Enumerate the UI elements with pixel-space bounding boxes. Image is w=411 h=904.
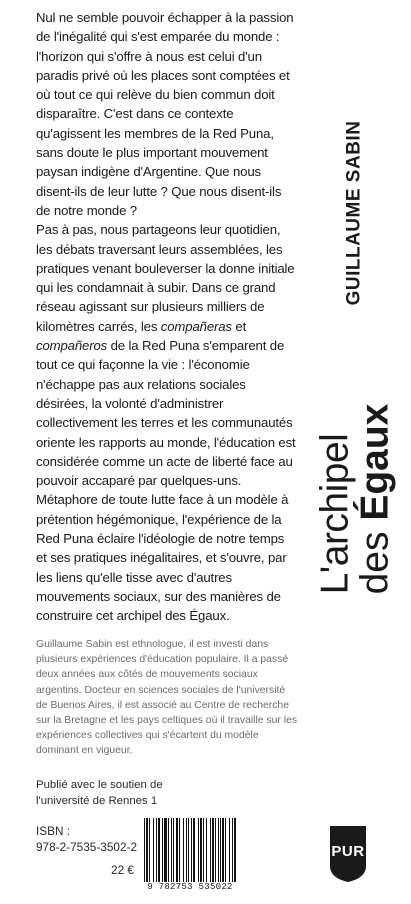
support-notice — [36, 777, 298, 809]
barcode-bar — [225, 818, 226, 882]
barcode-bar — [162, 818, 163, 882]
barcode-bar — [168, 818, 169, 882]
book-title — [315, 404, 395, 595]
title-des: des — [353, 520, 397, 595]
barcode-bar — [183, 818, 184, 882]
barcode-bar — [171, 818, 172, 882]
barcode-bar — [193, 818, 195, 882]
blurb-p2-part-b: et — [231, 318, 247, 334]
author-name-vertical — [337, 87, 372, 339]
blurb-companeras: compañeras — [160, 318, 232, 334]
blurb-paragraph-3: Métaphore de toute lutte face à un modèle à prétention hégémonique, l'expérience de la Red Puna éclaire l'idéologie de notre temps et ses pratiques inégalitaires, et s'ouvre, par les liens qu'elle tisse avec d'autres mouvements sociaux, sur des manières de construire cet archipel des Égaux. — [36, 492, 289, 624]
barcode-bar — [179, 818, 180, 882]
barcode-bar — [186, 818, 187, 882]
blurb-paragraph-1: Nul ne semble pouvoir échapper à la passion de l'inégalité qui s'est emparée du monde : l'horizon qui s'offre à nous est celui d'un paradis privé où les places sont comptées et où tout ce qui relève du bien commun doit disparaître. C'est dans ce contexte qu'agissent les membres de la Red Puna, sans doute le plus important mouvement paysan indigène d'Argentine. Que nous disent-ils de leur lutte ? Que nous disent-ils de notre monde ? — [36, 10, 294, 218]
title-line-2 — [355, 404, 395, 595]
barcode — [141, 818, 239, 892]
isbn-number: 978-2-7535-3502-2 — [36, 840, 138, 854]
isbn-block — [36, 823, 137, 878]
publisher-logo — [326, 826, 370, 882]
barcode-bar — [206, 818, 207, 882]
barcode-bar — [146, 818, 148, 882]
barcode-bar — [220, 818, 221, 882]
blurb-p2-part-c: de la Red Puna s'emparent de tout ce qui façonne la vie : l'économie n'échappe pas aux relations sociales désirées, la volonté d'administrer collectivement les terres et les communautés oriente les rapports au monde, l'éducation est considérée comme un acte de liberté face au pouvoir accaparé par quelques-uns. — [36, 338, 296, 489]
barcode-bar — [203, 818, 204, 882]
blurb-companeros: compañeros — [36, 338, 108, 354]
barcode-bar — [149, 818, 150, 882]
barcode-bar — [188, 818, 189, 882]
title-line-1: L'archipel — [313, 433, 357, 595]
barcode-bar — [218, 818, 219, 882]
barcode-digits: 9 782753 535022 — [141, 882, 239, 892]
barcode-bar — [176, 818, 178, 882]
barcode-bar — [215, 818, 216, 882]
barcode-bar — [212, 818, 214, 882]
barcode-bar — [222, 818, 224, 882]
barcode-bar — [144, 818, 145, 882]
author-name: GUILLAUME SABIN — [343, 120, 365, 306]
book-title-vertical — [310, 360, 400, 638]
barcode-bar — [156, 818, 157, 882]
barcode-bar — [191, 818, 192, 882]
blurb-p2-part-a: Pas à pas, nous partageons leur quotidien, les débats traversant leurs assemblées, les pratiques venant bouleverser la donne initiale qui les condamnait à subir. Dans ce grand réseau agissant sur plusieurs milliers de kilomètres carrés, les — [36, 222, 295, 334]
barcode-bar — [232, 818, 233, 882]
barcode-bar — [153, 818, 154, 882]
barcode-bar — [198, 818, 199, 882]
barcode-bar — [158, 818, 160, 882]
support-line-2: l'université de Rennes 1 — [36, 795, 158, 807]
barcode-bars — [141, 818, 239, 882]
barcode-bar — [229, 818, 230, 882]
barcode-bar — [200, 818, 202, 882]
title-egaux: Égaux — [353, 403, 397, 521]
blurb-paragraph-2 — [36, 220, 298, 490]
barcode-bar — [234, 818, 236, 882]
price: 22 € — [111, 863, 134, 877]
barcode-bar — [173, 818, 174, 882]
support-line-1: Publié avec le soutien de — [36, 779, 163, 791]
publisher-logo-text: PUR — [331, 843, 365, 860]
barcode-bar — [164, 818, 167, 882]
back-cover-blurb — [36, 8, 298, 626]
isbn-label: ISBN : — [36, 824, 71, 838]
author-bio: Guillaume Sabin est ethnologue, il est investi dans plusieurs expériences d'éducation populaire. Il a passé deux années aux côtés de mouvements sociaux argentins. Docteur en sciences sociales de l'université de Buenos Aires, il est associé au Centre de recherche sur la Bretagne et les pays celtiques où il travaille sur les expériences collectives qui s'écartent du modèle dominant en vigueur. — [36, 639, 298, 757]
barcode-bar — [210, 818, 211, 882]
